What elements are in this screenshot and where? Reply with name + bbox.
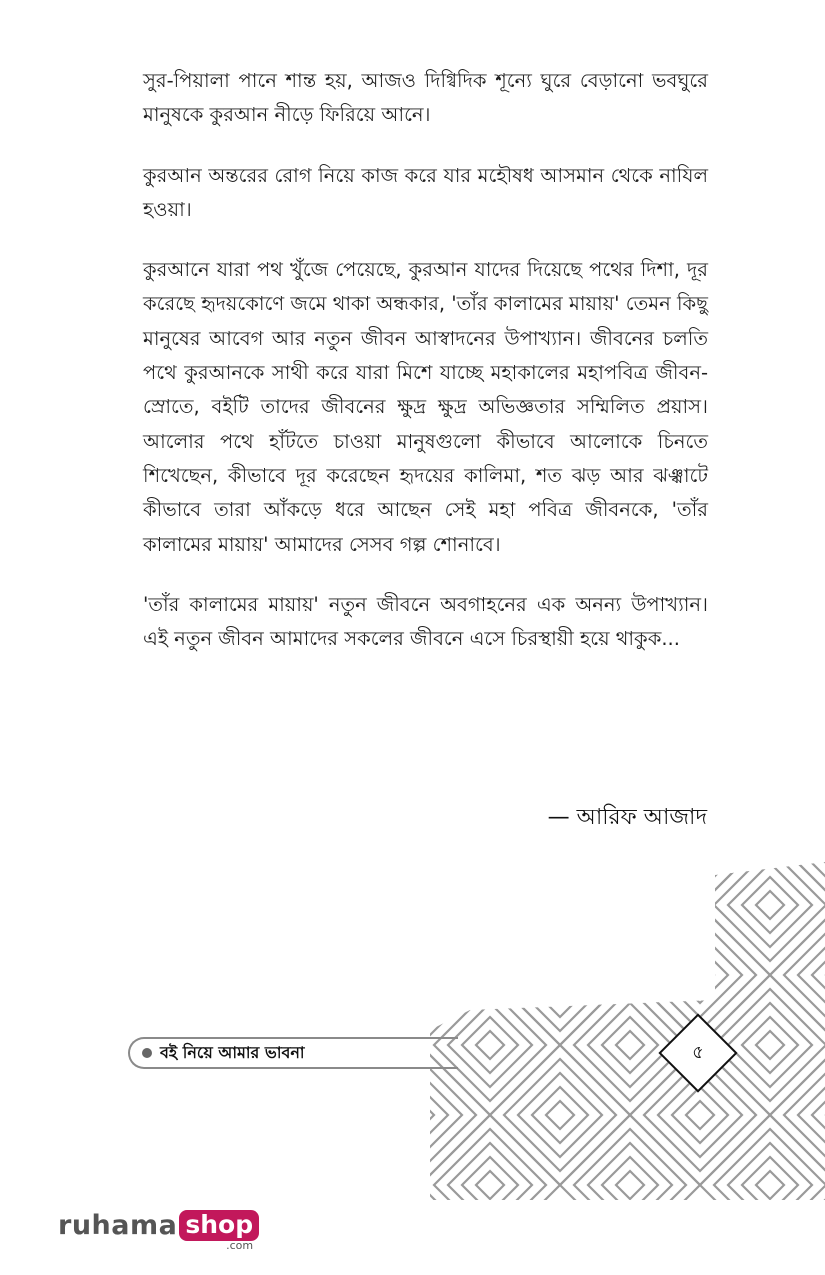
bullet-icon <box>142 1048 152 1058</box>
main-text <box>143 64 708 682</box>
paragraph-1: সুর-পিয়ালা পানে শান্ত হয়, আজও দিগ্বিদিক শূন্যে ঘুরে বেড়ানো ভবঘুরে মানুষকে কুরআন নীড়ে ফিরিয়ে আনে। <box>143 69 708 127</box>
ruhamashop-logo <box>58 1210 259 1252</box>
logo-name: ruhama <box>58 1210 178 1241</box>
footer-label: বই নিয়ে আমার ভাবনা <box>160 1042 305 1062</box>
logo-badge-wrap <box>179 1210 259 1252</box>
paragraph-4: 'তাঁর কালামের মায়ায়' নতুন জীবনে অবগাহনের এক অনন্য উপাখ্যান। এই নতুন জীবন আমাদের সকলের জীবনে এসে চিরস্থায়ী হয়ে থাকুক... <box>143 592 708 651</box>
page-number: ৫ <box>692 1041 704 1063</box>
paragraph-2: কুরআন অন্তরের রোগ নিয়ে কাজ করে যার মহৌষধ আসমান থেকে নাযিল হওয়া। <box>143 163 708 221</box>
logo-badge: shop <box>179 1210 259 1241</box>
paragraph-3: কুরআনে যারা পথ খুঁজে পেয়েছে, কুরআন যাদের দিয়েছে পথের দিশা, দূর করেছে হৃদয়কোণে জমে থাকা অন্ধকার, 'তাঁর কালামের মায়ায়' তেমন কিছু মানুষের আবেগ আর নতুন জীবন আস্বাদনের উপাখ্যান। জীবনের চলতি পথে কুরআনকে সাথী করে যারা মিশে যাচ্ছে মহাকালের মহাপবিত্র জীবন-স্রোতে, বইটি তাদের জীবনের ক্ষুদ্র ক্ষুদ্র অভিজ্ঞতার সম্মিলিত প্রয়াস। আলোর পথে হাঁটতে চাওয়া মানুষগুলো কীভাবে আলোকে চিনতে শিখেছেন, কীভাবে দূর করেছেন হৃদয়ের কালিমা, শত ঝড় আর ঝঞ্ঝাটে কীভাবে তারা আঁকড়ে ধরে আছেন সেই মহা পবিত্র জীবনকে, 'তাঁর কালামের মায়ায়' আমাদের সেসব গল্প শোনাবে। <box>143 258 708 556</box>
logo-domain: .com <box>226 1239 254 1252</box>
author-signature: — আরিফ আজাদ <box>547 805 707 830</box>
running-footer <box>128 1037 458 1069</box>
